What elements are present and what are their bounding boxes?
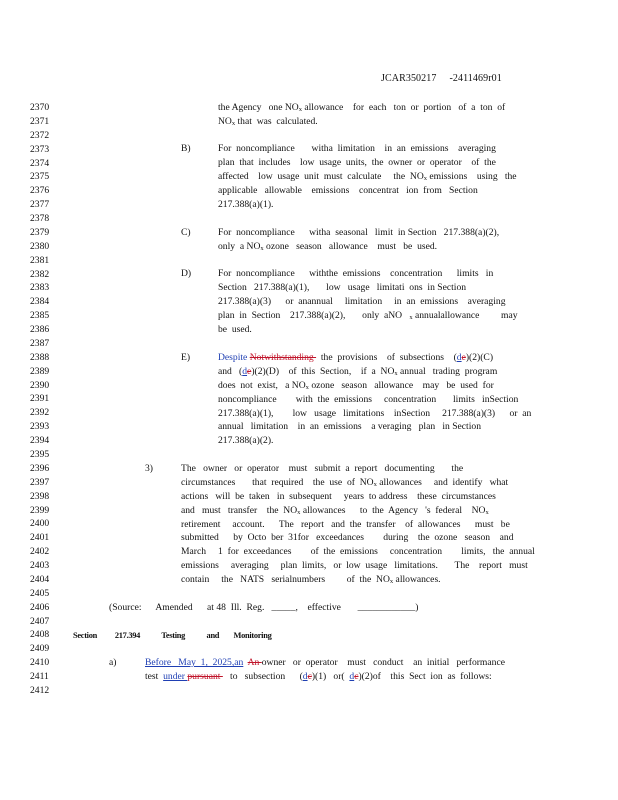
line-number: 2398 (30, 490, 50, 502)
line-number: 2371 (30, 115, 50, 127)
text-run: 217.388(a)(3) or anannual limitation in an emissions averaging (218, 295, 506, 307)
text-run: 217.388(a)(2). (218, 435, 274, 447)
text-run: x (373, 480, 377, 488)
item-label-c: C) (181, 227, 191, 238)
text-line (73, 630, 271, 644)
text-line (181, 491, 535, 505)
text-run: e (461, 352, 466, 363)
line-number: 2381 (30, 254, 50, 266)
paragraph-b (218, 143, 517, 212)
text-run: allowance for each ton or portion of a ton of (301, 102, 506, 113)
line-number: 2378 (30, 213, 50, 225)
text-line (218, 157, 517, 171)
text-line (181, 560, 535, 574)
text-run: emissions using the (427, 170, 517, 182)
text-run: ozone season allowance may be used for (308, 379, 494, 391)
text-run: the provisions of subsections ( (316, 352, 457, 363)
line-number: 2394 (30, 435, 50, 447)
item-label-e: E) (181, 352, 191, 363)
text-line (218, 310, 518, 324)
line-number: 2384 (30, 296, 50, 308)
text-run: only a NO (218, 240, 261, 252)
text-run: under (163, 670, 188, 682)
text-line (181, 546, 535, 560)
line-number: 2373 (30, 143, 50, 155)
line-number: 2402 (30, 546, 50, 558)
text-run: (Source: Amended at 48 Ill. Reg. _____, effective ____________) (109, 602, 419, 613)
item-label-b: B) (181, 143, 191, 154)
text-run: )(2)(C) (465, 352, 494, 363)
line-number: 2370 (30, 102, 50, 113)
item-label-3: 3) (145, 463, 153, 474)
text-run: c (307, 670, 312, 682)
section-heading (73, 630, 271, 644)
text-run: retirement account. The report and the transfer of allowances must be (181, 518, 510, 530)
paragraph-e (218, 352, 531, 449)
line-number: 2395 (30, 449, 50, 460)
item-label-a: a) (109, 657, 117, 668)
paragraph-a (145, 657, 505, 685)
text-line (218, 394, 531, 408)
text-run: d (242, 365, 248, 377)
paragraph-3 (181, 463, 535, 588)
text-line (218, 366, 531, 380)
text-run: For noncompliance witha limitation in an emissions averaging (218, 143, 496, 154)
text-run: x (485, 508, 489, 516)
text-line (145, 657, 505, 671)
line-number: 2385 (30, 310, 50, 322)
text-run: submitted by Octo ber 31for exceedances during the ozone season and (181, 532, 514, 544)
item-label-d: D) (181, 268, 192, 279)
text-run: For noncompliance withthe emissions concentration limits in (218, 268, 494, 279)
text-run: Section 217.388(a)(1), low usage limitati ons in Section (218, 281, 467, 293)
text-run: 217.388(a)(1), low usage limitations inSection 217.388(a)(3) or an (218, 407, 532, 419)
text-line (181, 463, 535, 477)
line-number: 2403 (30, 560, 50, 572)
text-run: allowances to the Agency 's federal NO (300, 504, 486, 516)
text-run: affected low usage unit must calculate the NO (218, 170, 424, 182)
line-number: 2383 (30, 282, 50, 294)
line-number: 2392 (30, 407, 50, 419)
line-number: 2396 (30, 462, 50, 474)
document-id-header: JCAR350217 -2411469r01 (381, 73, 502, 84)
text-run: circumstances that required the use of NO (181, 476, 374, 488)
line-number: 2411 (30, 671, 49, 683)
text-run: actions will be taken in subsequent years to address these circumstances (181, 490, 496, 502)
text-run: test (145, 670, 164, 682)
text-line (218, 199, 517, 213)
text-run: d (456, 352, 462, 363)
line-number: 2387 (30, 337, 50, 349)
text-run: to subsection ( (222, 670, 303, 682)
text-run: applicable allowable emissions concentrat ion from Section (218, 184, 478, 196)
text-run: )(1) or( (311, 670, 350, 682)
line-number: 2406 (30, 601, 50, 613)
text-run: annual limitation in an emissions a veraging plan in Section (218, 421, 481, 433)
line-number: 2380 (30, 240, 50, 252)
line-number: 2386 (30, 324, 50, 336)
text-run: be used. (218, 323, 252, 335)
paragraph-d (218, 268, 518, 337)
text-run: d (302, 670, 308, 682)
line-number: 2405 (30, 587, 50, 599)
text-line (218, 102, 505, 116)
text-run: Despite (218, 352, 250, 363)
line-number: 2374 (30, 157, 50, 169)
text-run: noncompliance with the emissions concentration limits inSection (218, 393, 519, 405)
line-number: 2382 (30, 268, 50, 280)
text-run: plan that includes low usage units, the owner or operator of the (218, 156, 496, 168)
text-run: The owner or operator must submit a report documenting the (181, 463, 464, 474)
text-line (181, 574, 535, 588)
text-run: x (423, 174, 428, 182)
text-run: c (354, 670, 359, 682)
line-number: 2388 (30, 351, 50, 363)
text-run: ozone season allowance must be used. (263, 240, 438, 252)
line-number: 2390 (30, 379, 50, 391)
text-run: e (247, 365, 252, 377)
text-line (218, 171, 517, 185)
text-run: that was calculated. (235, 115, 318, 127)
line-number: 2404 (30, 573, 50, 585)
text-run: x (389, 578, 394, 585)
text-run: owner or operator must conduct an initial performance (261, 657, 505, 668)
text-line (218, 185, 517, 199)
line-number: 2401 (30, 532, 50, 544)
text-run: annualallowance may (412, 309, 518, 321)
text-run: An (247, 657, 262, 668)
text-run: plan in Section 217.388(a)(2), only aNO (218, 309, 410, 321)
text-run: )(2)of this Sect ion as follows: (358, 670, 492, 682)
text-run: x (231, 119, 236, 127)
text-run: NO (218, 115, 232, 127)
text-line (218, 227, 499, 241)
text-run: March 1 for exceedances of the emissions concentration limits, the annual (181, 546, 535, 558)
text-line (181, 505, 535, 519)
text-line (109, 602, 418, 616)
text-line (218, 435, 531, 449)
text-run: x (409, 313, 413, 321)
line-number: 2379 (30, 226, 50, 238)
line-number: 2397 (30, 476, 50, 488)
text-line (218, 241, 499, 255)
text-run: allowances and identify what (376, 476, 509, 488)
text-run: emissions averaging plan limits, or low usage limitations. The report must (181, 560, 528, 572)
text-run: and must transfer the NO (181, 504, 298, 516)
text-run: )(2)(D) of this Section, if a NO (251, 365, 395, 377)
text-run: and ( (218, 365, 243, 377)
line-number: 2412 (30, 684, 50, 696)
line-number: 2399 (30, 504, 50, 516)
paragraph-intro (218, 102, 505, 130)
text-run: annual trading program (397, 365, 498, 377)
text-run: does not exist, a NO (218, 379, 306, 391)
line-number: 2410 (30, 657, 50, 669)
text-run: x (305, 383, 309, 391)
text-run: x (394, 369, 398, 377)
line-number: 2389 (30, 365, 50, 377)
text-run: allowances. (393, 574, 441, 585)
text-run: Before May 1, 2025,an (145, 657, 244, 668)
line-number: 2393 (30, 421, 50, 433)
text-run: 217.388(a)(1). (218, 198, 274, 210)
line-number: 2408 (30, 629, 50, 641)
text-run: contain the NATS serialnumbers of the NO (181, 574, 390, 585)
text-line (181, 477, 535, 491)
text-line (218, 380, 531, 394)
text-line (218, 116, 505, 130)
text-line (181, 532, 535, 546)
line-number: 2377 (30, 199, 50, 211)
text-run: the Agency one NO (218, 102, 299, 113)
text-line (218, 143, 517, 157)
text-run: pursuant (187, 670, 223, 682)
text-line (181, 519, 535, 533)
text-line (218, 282, 518, 296)
text-run: Notwithstanding (249, 352, 317, 363)
text-run: x (298, 106, 302, 113)
line-number: 2376 (30, 185, 50, 197)
text-run: x (260, 244, 264, 252)
line-number: 2409 (30, 643, 50, 655)
text-run: Section 217.394 Testing and Monitoring (73, 631, 272, 640)
text-run: d (349, 670, 355, 682)
text-line (218, 421, 531, 435)
line-number: 2375 (30, 171, 50, 183)
line-number: 2391 (30, 393, 50, 405)
text-line (218, 352, 531, 366)
source-note (109, 602, 418, 616)
text-line (218, 408, 531, 422)
line-number: 2372 (30, 129, 50, 141)
line-number: 2407 (30, 615, 50, 627)
text-run: x (297, 508, 301, 516)
text-line (218, 268, 518, 282)
line-number: 2400 (30, 518, 50, 530)
text-line (145, 671, 505, 685)
text-line (218, 296, 518, 310)
paragraph-c (218, 227, 499, 255)
text-line (218, 324, 518, 338)
text-run: For noncompliance witha seasonal limit in Section 217.388(a)(2), (218, 227, 500, 238)
